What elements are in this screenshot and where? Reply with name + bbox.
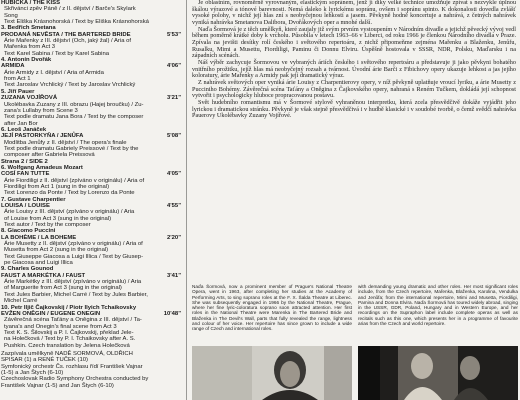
track-duration: 4'55" <box>166 203 181 209</box>
track-text: Árie Louisy z III. dějství (zpíváno v originálu) / Aria <box>4 209 135 216</box>
track-text: after Jan Bor <box>4 120 38 127</box>
track-text: Text Karel Sabina / Text by Karel Sabina <box>4 50 109 57</box>
track-text: LOUISA / LOUISE <box>1 203 50 209</box>
article-column <box>192 0 520 400</box>
track-duration: 2'20" <box>166 234 181 241</box>
tracklist-column <box>0 0 185 400</box>
track-text: Text podle dramatu Gabriely Preissové / Text by the <box>4 145 139 152</box>
tracklist <box>1 0 185 349</box>
track-text: Árie Mařenky z III. dějství (Och, jaký žal) / Aria of <box>4 38 132 45</box>
credit-line: František Vajnar (1-5) and Jan Štych (6-10) <box>1 382 114 389</box>
stage-scene-image <box>358 346 518 400</box>
track-text: FAUST A MARKÉTKA / FAUST <box>1 272 86 279</box>
track-text: Text Eliška Krásnohorská / Text by Eliška Krásnohorská <box>4 19 149 26</box>
track-text: 8. Giacomo Puccini <box>1 228 56 235</box>
track-duration: 5'08" <box>166 133 181 140</box>
photo-strip <box>192 346 520 400</box>
track-text: Árie Armidy z I. dějství / Aria of Armida <box>4 69 104 76</box>
track-text: of Louise from Act 3 (sung in the original) <box>4 215 112 222</box>
track-text: Musetta from Act 2 (sung in the original) <box>4 247 109 254</box>
credit-line: Symfonický orchestr Čs. rozhlasu řídí František Vajnar <box>1 363 143 370</box>
track-text: Michel Carré <box>4 298 38 305</box>
english-summary <box>192 284 520 344</box>
track-text: Strana 2 / SIDE 2 <box>1 158 48 165</box>
track-text: 9. Charles Gounod <box>1 266 54 273</box>
track-duration: 10'48" <box>163 310 181 317</box>
article-paragraph: Svět hudebního romantismu má v Šormové stylově vyhraněnou interpretku, která zcela přesvědčivě dokáže vyjádřit jeho lyrickou i dramatickou stránku. Pěvkyně je však stejně přesvědčivá i v hudbě klasické i v soudobé tvorbě, o čemž svědčí nahrávka Pauerovy Ukolébavky Zuzany Vojířové. <box>192 98 516 120</box>
track-text: Ukolébavka Zuzany z III. obrazu (Hajej broučku) / Zu- <box>4 101 144 108</box>
track-text: HUBICKA / THE KISS <box>1 0 61 6</box>
track-duration: 3'41" <box>166 272 181 279</box>
track-text: zana's Lullaby from Scene 3 <box>4 107 78 114</box>
track-text: Mařenka from Act 3 <box>4 44 56 51</box>
track-text: Fiordiligi from Act 1 (sung in the original) <box>4 183 110 190</box>
track-text: na Holečková / Text by P. I. Tchaikovsky after A. S. <box>4 336 136 343</box>
track-text: LA BOHÈME / LA BOHEME <box>1 234 77 241</box>
photo-stage-scene <box>358 346 518 400</box>
column-divider <box>186 0 187 400</box>
article-paragraph: Naďa Šormová je z těch umělkyň, které zaujaly již svým prvním vystoupením v Národním divadle a jejichž pěvecký vývoj vedl během poměrně krátké doby k vrcholu. Působila v letech 1963–66 v Liberci, od roku 1966 je členkou Národního divadla v Praze. Zpívala na jevišti desítky rolí českého i světového repertoáru, z nichž připomeňme zejména Mařenku a Blaženku, Jenůfu, Rusalku, Mimi a Musettu, Fiordiligi, Paminu či Donnu Elviru. Úspěšně hostovala v SSSR, NDR, Polsku, Maďarsku i na západních scénách. <box>192 25 516 60</box>
english-text-left: Naďa Šormová, now a prominent member of Prague's National Theatre Opera, went in 1963, after completing her studies at the Academy of Performing Arts, to sing soprano roles at the F. X. Šalda Theatre at Liberec. She was subsequently engaged in 1966 by the National Theatre, Prague, where her fine lyric-coloratura soprano soon attracted attention. Her first roles in the National Theatre were Marenka in The Bartered Bride and Blaženka in The Devil's Wall, parts that fully revealed the range, lightness and colour of her voice. Her repertoire has since grown to include a wide range of Czech and international roles. <box>192 284 352 331</box>
track-text: EVŽEN ONĚGIN / EUGENE ONEGIN <box>1 310 101 317</box>
track-text: Song <box>4 12 18 19</box>
track-text: Pushkin. Czech translation by Jelena Holečková <box>4 342 130 349</box>
track-text: JEJÍ PASTORKYŇA / JENŮFA <box>1 133 84 140</box>
track-text: Árie Musetty z II. dějství (zpíváno v originálu) / Aria of <box>4 241 143 248</box>
track-duration: 4'06" <box>166 63 181 70</box>
track-text: pe Giacosa and Luigi Illica <box>4 260 73 267</box>
track-text: 4. Antonín Dvořák <box>1 57 52 64</box>
track-text: 3. Bedřich Smetana <box>1 25 56 32</box>
track-text: PRODANÁ NEVĚSTA / THE BARTERED BRIDE <box>1 31 131 38</box>
track-text: Text autor / Text by the composer <box>4 222 91 229</box>
article-paragraph: Je oblastním, rovnoměrně vyrovnaným, elastickým sopránem, jenž jí díky velké technice umožňuje zpívat s nezvykle úplnou škálou výrazové a tónové barevnosti. Nemá daleko k lyrickému sopránu, ovšem i sopránu spinto. K dokonalosti dovedla zvlášť vysoké polohy, v nichž její hlas zní s neobyčejnou lehkostí a jasem. Pěvkyně hodně koncertuje a nahrává, z četných nahrávek vyniká nahrávka Smetanova Dalibora, Dvořákových oper a mnohé další. <box>192 0 516 26</box>
track-text: ZUZANA VOJÍŘOVÁ <box>1 95 58 102</box>
track-duration: 5'53" <box>166 31 181 38</box>
track-text: Text podle dramatu Jana Bora / Text by the composer <box>4 114 144 121</box>
track-text: Text K. S. Šilovskij a P. I. Čajkovskij, překlad Jele- <box>4 329 134 336</box>
track-text: from Act 1 <box>4 76 31 83</box>
portrait-image <box>192 346 352 400</box>
track-duration: 3'21" <box>166 95 181 102</box>
track-text: Árie Markétky z III. dějství (zpíváno v originálu) / Aria <box>4 279 142 286</box>
track-text: Modlitba Jenůfy z II. dějství / The opera's finale <box>4 139 127 146</box>
track-detail <box>1 343 185 349</box>
credits <box>1 351 185 389</box>
track-text: 6. Wolfgang Amadeus Mozart <box>1 164 83 171</box>
track-text: 5. Jiří Pauer <box>1 88 35 95</box>
article-paragraph: Z nahrávek světových oper vyniká árie Louisy z Charpentierovy opery, v níž pěvkyně uplatňuje vroucí lyriku, a árie Musetty z Pucciniho Bohémy. Závěrečná scéna Taťány a Oněgina z Čajkovského opery, nahraná s Reném Tučkem, dokládá její schopnost vytvořit i psychologicky hluboce propracovanou postavu. <box>192 78 516 100</box>
track-text: Text Jules Barbier, Michel Carré / Text by Jules Barbier, <box>4 291 148 298</box>
track-text: of Marguerite from Act 3 (sung in the original) <box>4 285 122 292</box>
credit-line: SPISAR (1) a RENÉ TUČEK (10) <box>1 357 88 364</box>
article-paragraph: Náš výběr zachycuje Šormovou ve vybraných áriích českého i světového repertoáru a představuje ji jako pěvkyni bohatého vnitřního prožitku, jejíž hlas má neobyčejný rozsah a tvárnost. Úvodní árie Barči z Fibichovy opery ukazuje lehkost a jas jejího koloratury, árie Mařenky a Armidy pak její dramatický výraz. <box>192 58 516 80</box>
credit-line: Zazpívala umělkyně NADĚ SORMOVÁ, OLDŘICH <box>1 350 133 357</box>
track-text: 10. Petr Iljič Čajkovskij / Piotr Ilyich Tchaikovsky <box>1 304 137 311</box>
track-text: Árie Fiordiligi z II. dějství (zpíváno v originálu) / Aria of <box>4 177 145 184</box>
track-text: composer after Gabriela Preissová <box>4 152 95 159</box>
track-text: 7. Gustave Charpentier <box>1 196 66 203</box>
track-text: ARMIDA <box>1 63 25 70</box>
track-text: Text Giuseppe Giacosa a Luigi Illica / Text by Giusep- <box>4 253 144 260</box>
track-text: COSÍ FAN TUTTE <box>1 171 50 178</box>
czech-article-text <box>192 0 516 120</box>
track-text: tyana's and Onegin's final scene from Act 3 <box>4 323 117 330</box>
photo-soprano-portrait <box>192 346 352 400</box>
track-text: Skřivánci zpěv Páně / z II. dějství / Barče's Skylark <box>4 6 136 13</box>
track-duration: 4'05" <box>166 171 181 178</box>
credit-line: Czechoslovak Radio Symphony Orchestra conducted by <box>1 376 149 383</box>
english-text-right: with demanding young dramatic and other roles. Her most significant roles include, from the Czech repertoire, Mařenka, Blaženka, Karolina, Vendulka and Jenůfa; from the international repertoire, Mimi and Musetta, Fiordiligi, Pamina and Donna Elvira. Naďa Šormová has toured widely abroad, singing in the USSR, GDR, Poland, Hungary and in Western Europe, and her recordings on the Supraphon label include complete operas as well as recitals such as this one, which presents her in a programme of favourite arias from the Czech and world repertoire. <box>358 284 518 326</box>
track-text: Text Jaroslav Vrchlický / Text by Jaroslav Vrchlický <box>4 82 136 89</box>
track-text: Závěrečná scéna Taťány a Oněgina z III. dějství / Ta- <box>4 317 142 324</box>
credit-line: (1-5) a Jan Štych (6-10) <box>1 369 64 376</box>
track-text: Text Lorenzo da Ponte / Text by Lorenzo da Ponte <box>4 190 135 197</box>
track-text: 6. Leoš Janáček <box>1 126 47 133</box>
